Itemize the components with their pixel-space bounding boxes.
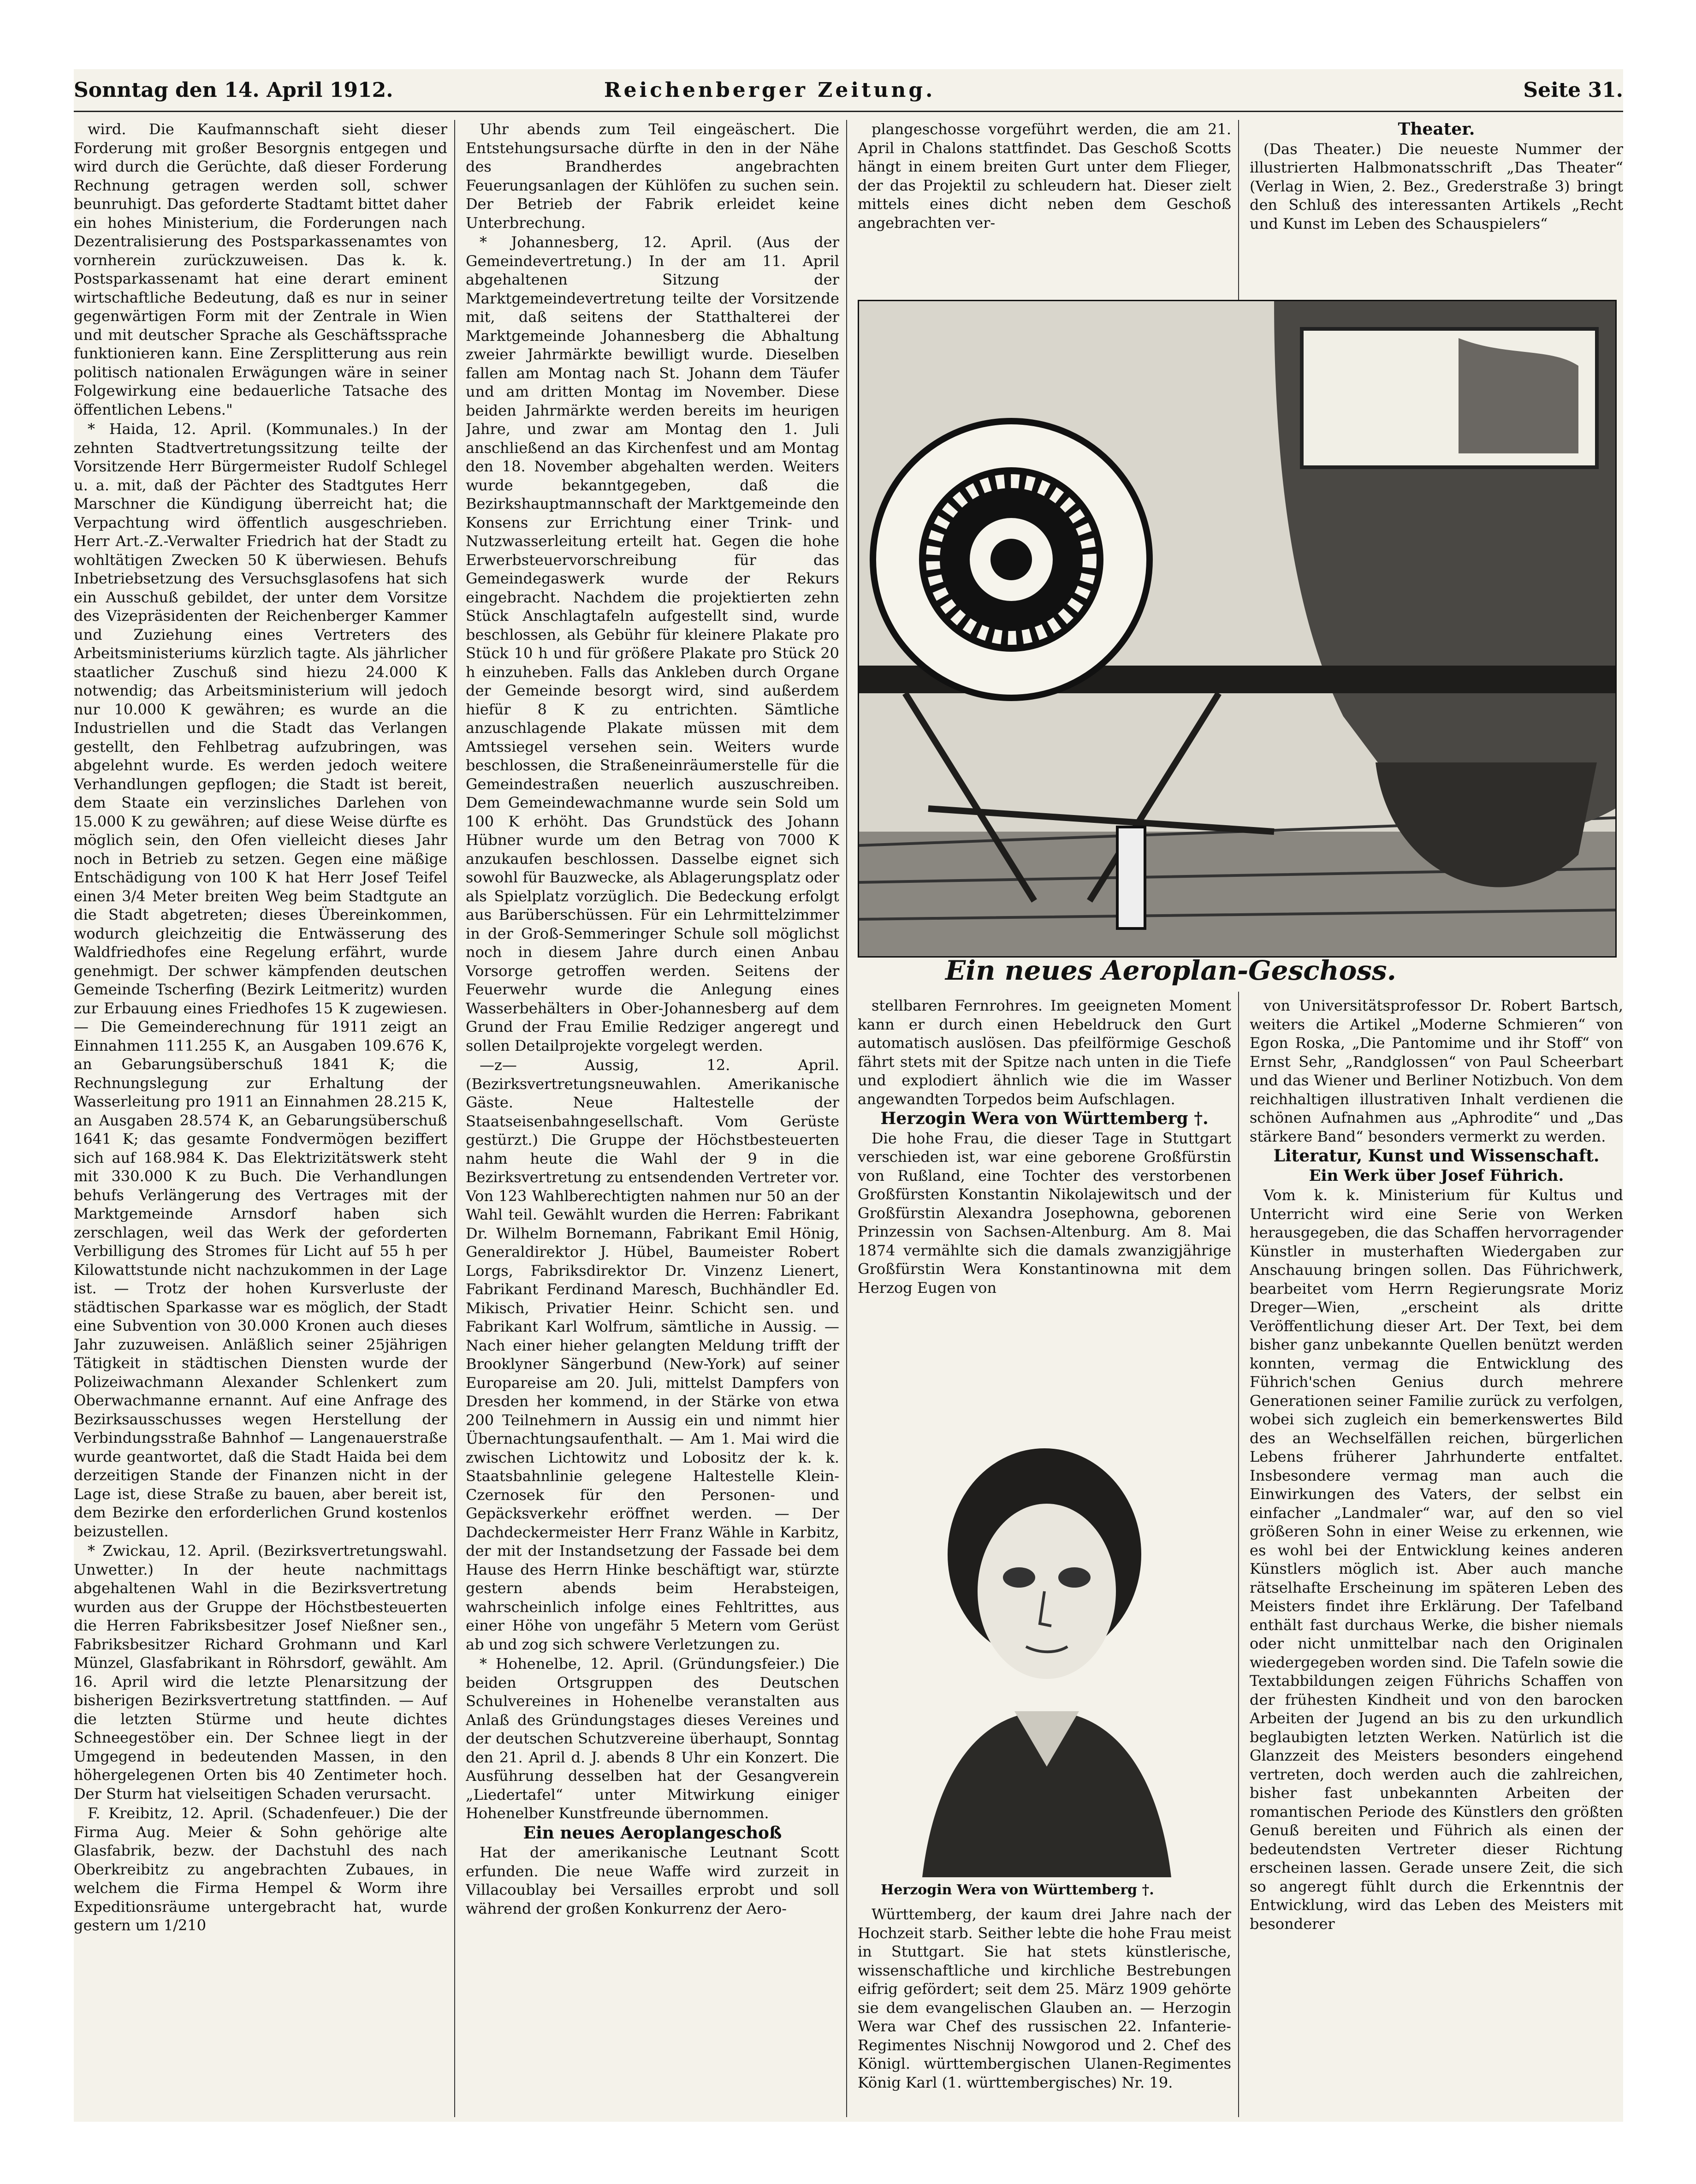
portrait-caption: Herzogin Wera von Württemberg †. xyxy=(881,1882,1154,1898)
article-paragraph: plangeschosse vorgeführt werden, die am 21. April in Chalons stattfindet. Das Geschoß Scotts hängt in einem breiten Gurt unter dem Flieger, der das Projektil zu schleudern hat. Dieser zielt mittels eines dicht neben dem Geschoß angebrachten ver- xyxy=(858,120,1231,232)
column-3-end xyxy=(858,1905,1231,2117)
article-paragraph: * Zwickau, 12. April. (Bezirksvertretungswahl. Unwetter.) In der heute nachmittags abgehaltenen Wahl in die Bezirksvertretung wurden aus der Gruppe der Höchstbesteuerten die Herren Fabriksbesitzer Josef Nießner sen., Fabriksbesitzer Richard Grohmann und Karl Münzel, Glasfabrikant in Röhrsdorf, gewählt. Am 16. April wird die letzte Plenarsitzung der bisherigen Bezirksvertretung stattfinden. — Auf die letzten Stürme und heute dichtes Schneegestöber ein. Der Schnee liegt in der Umgegend in bedeutenden Massen, in den höhergelegenen Orten bis 40 Zentimeter hoch. Der Sturm hat vielseitigen Schaden verursacht. xyxy=(74,1542,447,1803)
article-paragraph: —z— Aussig, 12. April. (Bezirksvertretungsneuwahlen. Amerikanische Gäste. Neue Haltestelle der Staatseisenbahngesellschaft. Vom Gerüste gestürzt.) Die Gruppe der Höchstbesteuerten nahm heute die Wahl der 9 in die Bezirksvertretung zu entsendenden Vertreter vor. Von 123 Wahlberechtigten nahmen nur 50 an der Wahl teil. Gewählt wurden die Herren: Fabrikant Dr. Wilhelm Bornemann, Fabrikant Emil Hönig, Generaldirektor J. Hübel, Baumeister Robert Lorgs, Fabriksdirektor Dr. Vinzenz Lienert, Fabrikant Ferdinand Maresch, Buchhändler Ed. Mikisch, Privatier Heinr. Schicht sen. und Fabrikant Karl Wolfrum, sämtliche in Aussig. — Nach einer hieher gelangten Meldung trifft der Brooklyner Sängerbund (New-York) auf seiner Europareise am 20. Juli, mittelst Dampfers von Dresden her kommend, in der Stärke von etwa 200 Teilnehmern in Aussig ein und nimmt hier Übernachtungsaufenthalt. — Am 1. Mai wird die zwischen Lichtowitz und Lobositz der k. k. Staatsbahnlinie gelegene Haltestelle Klein-Czernosek für den Personen- und Gepäcksverkehr eröffnet werden. — Der Dachdeckermeister Herr Franz Wähle in Karbitz, der mit der Instandsetzung der Fassade bei dem Hause des Herrn Hinke beschäftigt war, stürzte gestern abends beim Herabsteigen, wahrscheinlich infolge eines Fehltrittes, aus einer Höhe von ungefähr 5 Metern vom Gerüst ab und zog sich schwere Verletzungen zu. xyxy=(466,1056,839,1653)
section-heading-theater: Theater. xyxy=(1398,120,1475,139)
header-date: Sonntag den 14. April 1912. xyxy=(74,78,393,102)
portrait-image xyxy=(867,1416,1222,1877)
article-heading: Ein neues Aeroplangeschoß xyxy=(523,1823,782,1843)
article-paragraph: von Universitätsprofessor Dr. Robert Bartsch, weiters die Artikel „Moderne Schmieren“ von Egon Roska, „Die Pantomime und ihr Stoff“ von Ernst Sehr, „Randglossen“ von Paul Scheerbart und das Wiener und Berliner Notizbuch. Von dem reichhaltigen illustrativen Inhalt verdienen die schönen Aufnahmen aus „Aphrodite“ und „Das stärkere Band“ besonders vermerkt zu werden. xyxy=(1250,997,1623,1145)
article-paragraph: * Haida, 12. April. (Kommunales.) In der zehnten Stadtvertretungssitzung teilte der Vorsitzende Herr Bürgermeister Rudolf Schlegel u. a. mit, daß der Pächter des Stadtgutes Herr Marschner die Kündigung überreicht hat; die Verpachtung wird öffentlich ausgeschrieben. Herr Art.-Z.-Verwalter Friedrich hat der Stadt zu wohltätigen Zwecken 50 K überwiesen. Behufs Inbetriebsetzung des Versuchsglasofens hat sich ein Ausschuß gebildet, der unter dem Vorsitze des Vizepräsidenten der Reichenberger Kammer und Zuziehung eines Vertreters des Arbeitsministeriums kürzlich tagte. Als jährlicher staatlicher Zuschuß sind hiezu 24.000 K notwendig; das Arbeitsministerium will jedoch nur 10.000 K gewähren; es wurde an die Industriellen und die Stadt das Verlangen gestellt, den Fehlbetrag aufzubringen, was abgelehnt wurde. Es werden jedoch weitere Verhandlungen gepflogen; die Stadt ist bereit, dem Staate ein verzinsliches Darlehen von 15.000 K zu gewähren; auf diese Weise dürfte es möglich sein, den Ofen vielleicht dieses Jahr noch in Betrieb zu setzen. Gegen eine mäßige Entschädigung von 100 K hat Herr Josef Teifel einen 3/4 Meter breiten Weg beim Stadtgute an die Stadt abgetreten; dieses Übereinkommen, wodurch gleichzeitig die Entwässerung des Waldfriedhofes eine Regelung erfährt, wurde genehmigt. Der schwer kämpfenden deutschen Gemeinde Tscherfing (Bezirk Leitmeritz) wurden zur Erbauung eines Friedhofes 15 K zugewiesen. — Die Gemeinderechnung für 1911 zeigt an Einnahmen 111.255 K, an Ausgaben 109.676 K, an Gebarungsüberschuß 1841 K; die Rechnungslegung zur Erhaltung der Wasserleitung pro 1911 an Einnahmen 28.215 K, an Ausgaben 28.574 K, an Gebarungsüberschuß 1641 K; das gesamte Fondvermögen beziffert sich auf 168.984 K. Das Elektrizitätswerk steht mit 330.000 K zu Buch. Die Verhandlungen behufs Verlängerung des Vertrages mit der Marktgemeinde Arnsdorf haben sich zerschlagen, weil das Werk der geforderten Verbilligung des Stromes für Licht auf 55 h per Kilowattstunde nicht nachzukommen in der Lage ist. — Trotz der hohen Kursverluste der städtischen Sparkasse war es möglich, der Stadt eine Subvention von 30.000 Kronen auch dieses Jahr zuzuweisen. Anläßlich seiner 25jährigen Tätigkeit in städtischen Diensten wurde der Polizeiwachmann Alexander Schlenkert zum Oberwachmanne ernannt. Auf eine Anfrage des Bezirksausschusses wegen Herstellung der Verbindungsstraße Bahnhof — Langenauerstraße wurde geantwortet, daß die Stadt Haida bei dem derzeitigen Stande der Finanzen nicht in der Lage ist, diese Straße zu bauen, aber bereit ist, dem Bezirke den erforderlichen Grund kostenlos beizustellen. xyxy=(74,420,447,1540)
column-rule xyxy=(846,120,847,2117)
aeroplane-illustration xyxy=(858,300,1617,958)
portrait-drawing xyxy=(867,1416,1222,1877)
header-masthead: Reichenberger Zeitung. xyxy=(604,78,936,102)
column-3-top xyxy=(858,120,1231,295)
header-page-number: Seite 31. xyxy=(1523,78,1623,102)
article-paragraph: Die hohe Frau, die dieser Tage in Stuttgart verschieden ist, war eine geborene Großfürstin von Rußland, eine Tochter des verstorbenen Großfürsten Konstantin Nikolajewitsch und der Großfürstin Alexandra Josephowna, geborenen Prinzessin von Sachsen-Altenburg. Am 8. Mai 1874 vermählte sich die damals zwanzigjährige Großfürstin Wera Konstantinowna mit dem Herzog Eugen von xyxy=(858,1129,1231,1297)
aeroplane-drawing xyxy=(859,301,1615,956)
column-rule xyxy=(1238,992,1239,2117)
newspaper-page xyxy=(74,69,1623,2122)
column-rule xyxy=(1238,120,1239,304)
page-header xyxy=(74,69,1623,112)
article-paragraph: Uhr abends zum Teil eingeäschert. Die Entstehungsursache dürfte in den in der Nähe des Brandherdes angebrachten Feuerungsanlagen der Kühlöfen zu suchen sein. Der Betrieb der Fabrik erleidet keine Unterbrechung. xyxy=(466,120,839,232)
column-4-bottom xyxy=(1250,996,1623,2117)
column-1 xyxy=(74,120,447,2117)
illustration-caption: Ein neues Aeroplan-Geschoss. xyxy=(945,955,1396,986)
article-heading: Herzogin Wera von Württemberg †. xyxy=(880,1109,1209,1128)
column-4-top xyxy=(1250,120,1623,295)
article-heading: Ein Werk über Josef Führich. xyxy=(1309,1166,1564,1185)
article-paragraph: * Johannesberg, 12. April. (Aus der Gemeindevertretung.) In der am 11. April abgehaltenen Sitzung der Marktgemeindevertretung teilte der Vorsitzende mit, daß seitens der Statthalterei der Marktgemeinde Johannesberg die Abhaltung zweier Jahrmärkte bewilligt wurde. Dieselben fallen am Montag nach St. Johann dem Täufer und am dritten Montag im November. Diese beiden Jahrmärkte werden bereits im heurigen Jahre, und zwar am Montag den 1. Juli anschließend an das Kirchenfest und am Montag den 18. November abgehalten werden. Weiters wurde bekanntgegeben, daß die Bezirkshauptmannschaft der Marktgemeinde den Konsens zur Errichtung einer Trink- und Nutzwasserleitung erteilt hat. Gegen die hohe Erwerbsteuervorschreibung für das Gemeindegaswerk wurde der Rekurs eingebracht. Nachdem die projektierten zehn Stück Anschlagtafeln aufgestellt sind, wurde beschlossen, als Gebühr für kleinere Plakate pro Stück 10 h und für größere Plakate pro Stück 20 h einzuheben. Falls das Ankleben durch Organe der Gemeinde besorgt wird, sind außerdem hiefür 8 K zu entrichten. Sämtliche anzuschlagende Plakate müssen mit dem Amtssiegel versehen sein. Weiters wurde beschlossen, die Straßeneinräumerstelle für die Gemeindestraßen neuerlich auszuschreiben. Dem Gemeindewachmanne wurde sein Sold um 100 K erhöht. Das Grundstück des Johann Hübner wurde um den Betrag von 7000 K anzukaufen beschlossen. Dasselbe eignet sich sowohl für Bauzwecke, als Ablagerungsplatz oder als Spielplatz vorzüglich. Die Bedeckung erfolgt aus Barüberschüssen. Für ein Lehrmittelzimmer in der Groß-Semmeringer Schule soll möglichst noch in diesem Jahre durch einen Anbau Vorsorge getroffen werden. Seitens der Feuerwehr wurde die Anlegung eines Wasserbehälters in Ober-Johannesberg auf dem Grund der Frau Emilie Redziger angeregt und sollen Detailprojekte vorgelegt werden. xyxy=(466,233,839,1054)
article-paragraph: Vom k. k. Ministerium für Kultus und Unterricht wird eine Serie von Werken herausgegeben, die das Schaffen hervorragender Künstler in musterhaften Wiedergaben zur Anschauung bringen sollen. Das Führichwerk, bearbeitet vom Herrn Regierungsrate Moriz Dreger—Wien, „erscheint als dritte Veröffentlichung dieser Art. Der Text, bei dem bisher ganz unbekannte Quellen benützt werden konnten, vermag die Entwicklung des Führich'schen Genius durch mehrere Generationen seiner Familie zurück zu verfolgen, wobei sich zugleich ein bemerkenswertes Bild des an Wechselfällen reichen, bürgerlichen Lebens früherer Jahrhunderte entfaltet. Insbesondere vermag man auch die Einwirkungen des Vaters, der selbst ein einfacher „Landmaler“ war, auf den so viel größeren Sohn in einer Weise zu erkennen, wie es wohl bei der Entwicklung keines anderen Künstlers möglich ist. Aber auch manche rätselhafte Erscheinung im späteren Leben des Meisters findet ihre Erklärung. Der Tafelband enthält fast durchaus Werke, die bisher niemals oder nicht unmittelbar nach den Originalen wiedergegeben worden sind. Die Tafeln sowie die Textabbildungen zeigen Führichs Schaffen von der frühesten Kindheit und von den barocken Arbeiten der Jugend an bis zu den urkundlich beglaubigten letzten Werken. Natürlich ist die Glanzzeit des Meisters besonders eingehend vertreten, doch werden auch die zahlreichen, bisher fast unbekannten Arbeiten der romantischen Periode des Künstlers den größten Genuß bereiten und Führich als einen der bedeutendsten Vertreter dieser Richtung erscheinen lassen. Gerade unsere Zeit, die sich so angeregt fühlt durch die Erkenntnis der Entwicklung, wird das Leben des Meisters mit besonderer xyxy=(1250,1186,1623,1933)
article-paragraph: wird. Die Kaufmannschaft sieht dieser Forderung mit großer Besorgnis entgegen und wird durch die Gerüchte, daß dieser Forderung Rechnung getragen werden soll, schwer beunruhigt. Das geforderte Stadtamt bittet daher ein hohes Ministerium, die Forderungen nach Dezentralisierung des Postsparkassenamtes von vornherein zurückzuweisen. Das k. k. Postsparkassenamt hat eine derart eminent wirtschaftliche Bedeutung, daß es nur in seiner gegenwärtigen Form mit der Zentrale in Wien und mit deutscher Sprache als Geschäftssprache funktionieren kann. Eine Zersplitterung aus rein politisch nationalen Erwägungen wäre in seiner Folgewirkung eine bedauerliche Tatsache des öffentlichen Lebens." xyxy=(74,120,447,418)
article-paragraph: Württemberg, der kaum drei Jahre nach der Hochzeit starb. Seither lebte die hohe Frau meist in Stuttgart. Sie hat stets künstlerische, wissenschaftliche und kirchliche Bestrebungen eifrig gefördert; seit dem 25. März 1909 gehörte sie dem evangelischen Glauben an. — Herzogin Wera war Chef des russischen 22. Infanterie-Regimentes Nischnij Nowgorod und 2. Chef des Königl. württembergischen Ulanen-Regimentes König Karl (1. württembergisches) Nr. 19. xyxy=(858,1905,1231,2091)
column-2 xyxy=(466,120,839,2117)
section-heading-literature: Literatur, Kunst und Wissenschaft. xyxy=(1273,1146,1600,1166)
article-paragraph: (Das Theater.) Die neueste Nummer der illustrierten Halbmonatsschrift „Das Theater“ (Verlag in Wien, 2. Bez., Grederstraße 3) bringt den Schluß des interessanten Artikels „Recht und Kunst im Leben des Schauspielers“ xyxy=(1250,140,1623,232)
article-paragraph: F. Kreibitz, 12. April. (Schadenfeuer.) Die der Firma Aug. Meier & Sohn gehörige alte Glasfabrik, bezw. der Dachstuhl des nach Oberkreibitz zu angebrachten Zubaues, in welchem die Firma Hempel & Worm ihre Expeditionsräume untergebracht hat, wurde gestern um 1/210 xyxy=(74,1804,447,1934)
column-rule xyxy=(454,120,455,2117)
article-paragraph: * Hohenelbe, 12. April. (Gründungsfeier.) Die beiden Ortsgruppen des Deutschen Schulvereines in Hohenelbe veranstalten aus Anlaß des Gründungstages dieses Vereines und der deutschen Schutzvereine überhaupt, Sonntag den 21. April d. J. abends 8 Uhr ein Konzert. Die Ausführung desselben hat der Gesangverein „Liedertafel“ unter Mitwirkung einiger Hohenelber Kunstfreunde übernommen. xyxy=(466,1655,839,1822)
article-paragraph: stellbaren Fernrohres. Im geeigneten Moment kann er durch einen Hebeldruck den Gurt automatisch auslösen. Das pfeilförmige Geschoß fährt stets mit der Spitze nach unten in die Tiefe und explodiert ähnlich wie die im Wasser angewandten Torpedos beim Aufschlagen. xyxy=(858,997,1231,1108)
article-paragraph: Hat der amerikanische Leutnant Scott erfunden. Die neue Waffe wird zurzeit in Villacoublay bei Versailles erprobt und soll während der großen Konkurrenz der Aero- xyxy=(466,1844,839,1917)
